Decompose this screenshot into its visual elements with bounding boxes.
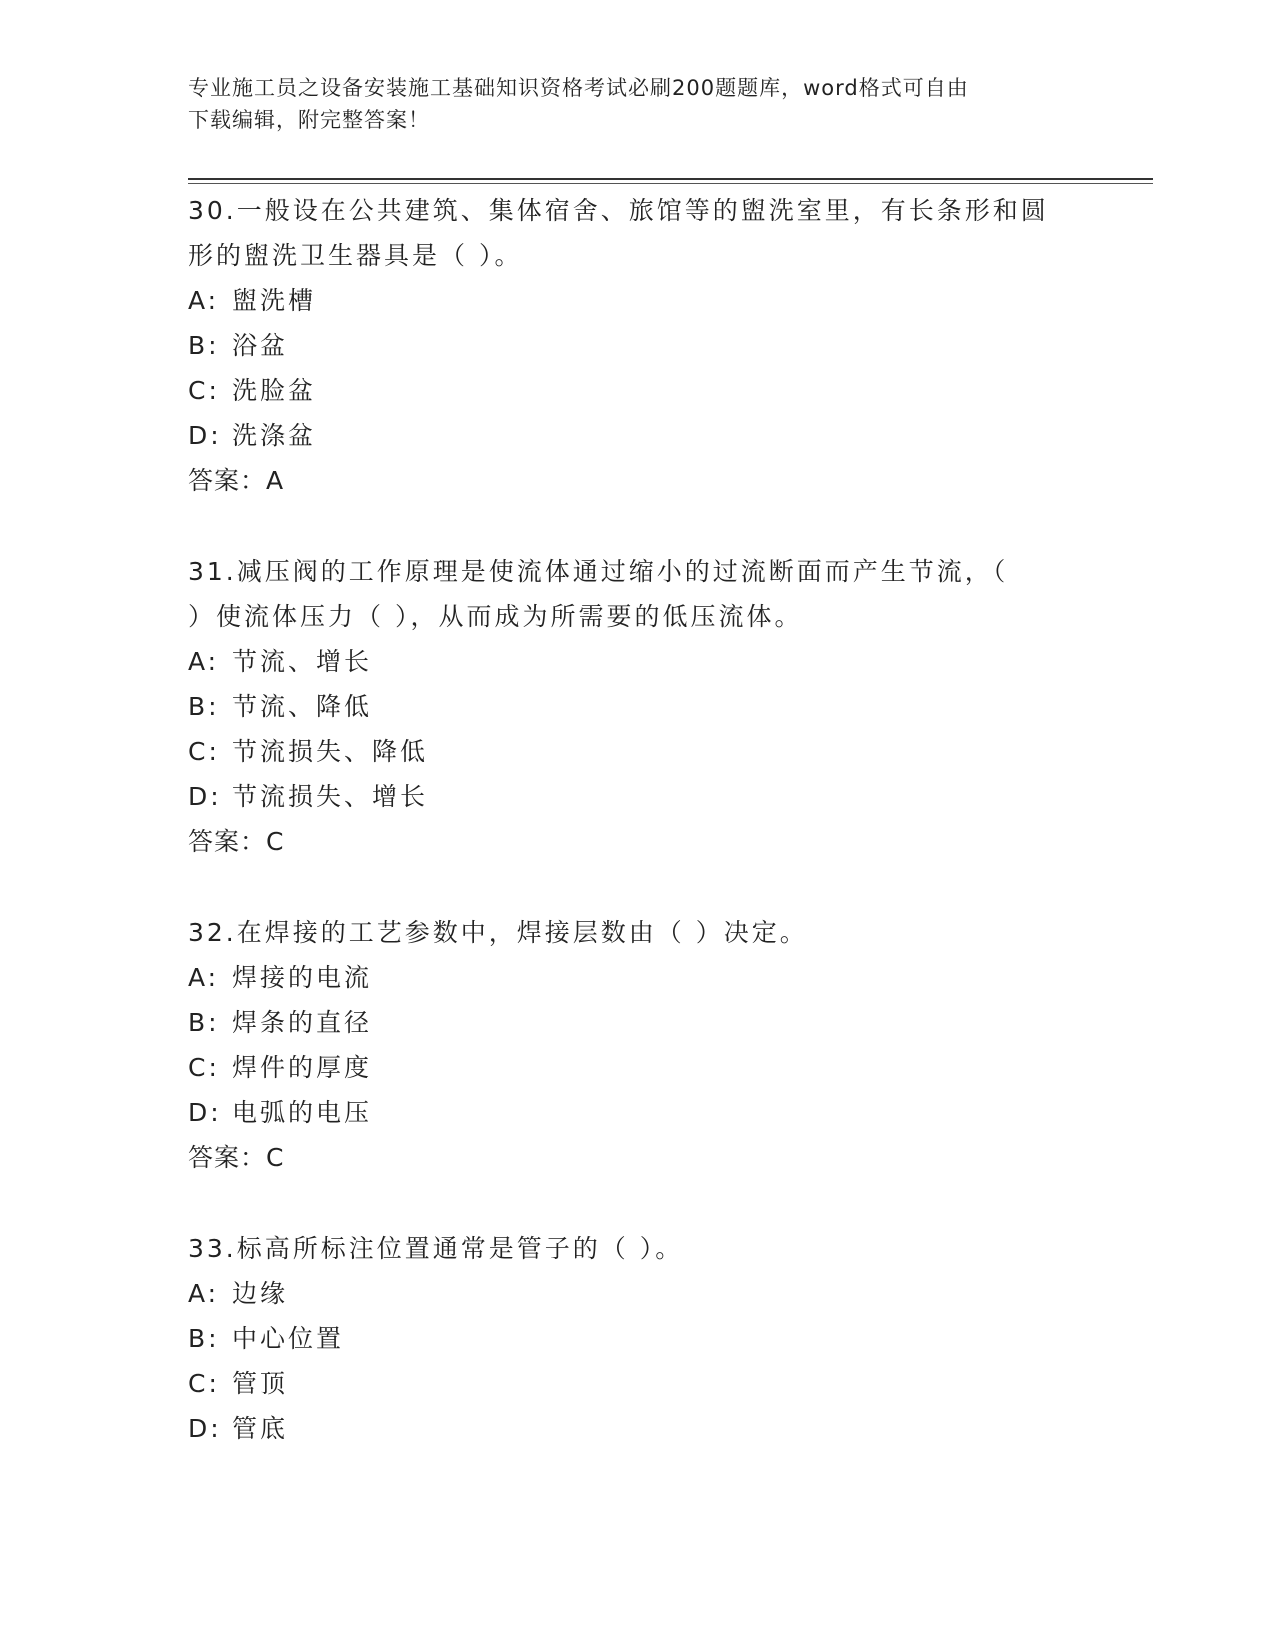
answer-line: 答案：C	[188, 827, 285, 856]
option-a	[188, 955, 1088, 1000]
option-text: 节流、降低	[232, 692, 373, 721]
option-text: 电弧的电压	[232, 1098, 373, 1127]
option-c	[188, 729, 1088, 774]
option-b	[188, 684, 1088, 729]
option-text: 焊件的厚度	[232, 1053, 373, 1082]
option-b	[188, 1000, 1088, 1045]
question-stem: 形的盥洗卫生器具是（ ）。	[188, 241, 523, 270]
question-31	[188, 549, 1088, 864]
option-key: A:	[188, 963, 220, 992]
option-text: 边缘	[232, 1279, 289, 1308]
option-text: 节流损失、降低	[232, 737, 429, 766]
option-text: 管底	[232, 1414, 289, 1443]
option-key: B:	[188, 692, 220, 721]
option-key: B:	[188, 331, 220, 360]
option-d	[188, 413, 1088, 458]
question-stem: ）使流体压力（ ），从而成为所需要的低压流体。	[188, 602, 803, 631]
option-text: 焊接的电流	[232, 963, 373, 992]
option-a	[188, 278, 1088, 323]
question-33	[188, 1226, 1088, 1451]
option-d	[188, 1406, 1088, 1451]
option-key: C:	[188, 376, 220, 405]
header-line-2: 下载编辑，附完整答案！	[188, 108, 430, 132]
question-30	[188, 188, 1088, 503]
option-b	[188, 1316, 1088, 1361]
option-key: D:	[188, 782, 222, 811]
option-text: 浴盆	[232, 331, 289, 360]
option-key: A:	[188, 647, 220, 676]
option-text: 节流、增长	[232, 647, 373, 676]
question-stem: 30.一般设在公共建筑、集体宿舍、旅馆等的盥洗室里，有长条形和圆	[188, 196, 1049, 225]
header-divider-thin	[188, 183, 1153, 184]
option-c	[188, 1045, 1088, 1090]
option-key: C:	[188, 737, 220, 766]
option-key: B:	[188, 1324, 220, 1353]
option-b	[188, 323, 1088, 368]
option-d	[188, 774, 1088, 819]
option-a	[188, 639, 1088, 684]
option-a	[188, 1271, 1088, 1316]
option-text: 洗涤盆	[232, 421, 317, 450]
option-key: D:	[188, 1098, 222, 1127]
answer-line: 答案：A	[188, 466, 285, 495]
option-text: 洗脸盆	[232, 376, 317, 405]
option-text: 中心位置	[232, 1324, 345, 1353]
option-key: D:	[188, 421, 222, 450]
option-key: A:	[188, 1279, 220, 1308]
option-text: 盥洗槽	[232, 286, 317, 315]
option-key: B:	[188, 1008, 220, 1037]
question-stem: 31.减压阀的工作原理是使流体通过缩小的过流断面而产生节流，（	[188, 557, 1009, 586]
option-text: 节流损失、增长	[232, 782, 429, 811]
header-divider-thick	[188, 178, 1153, 180]
option-key: D:	[188, 1414, 222, 1443]
option-key: A:	[188, 286, 220, 315]
option-key: C:	[188, 1369, 220, 1398]
option-text: 管顶	[232, 1369, 289, 1398]
document-header	[188, 72, 1088, 136]
option-c	[188, 368, 1088, 413]
question-stem: 32.在焊接的工艺参数中，焊接层数由（ ）决定。	[188, 918, 808, 947]
question-list	[188, 188, 1088, 1497]
option-text: 焊条的直径	[232, 1008, 373, 1037]
option-c	[188, 1361, 1088, 1406]
answer-line: 答案：C	[188, 1143, 285, 1172]
option-key: C:	[188, 1053, 220, 1082]
header-line-1: 专业施工员之设备安装施工基础知识资格考试必刷200题题库，word格式可自由	[188, 76, 969, 100]
question-32	[188, 910, 1088, 1180]
question-stem: 33.标高所标注位置通常是管子的（ ）。	[188, 1234, 684, 1263]
option-d	[188, 1090, 1088, 1135]
